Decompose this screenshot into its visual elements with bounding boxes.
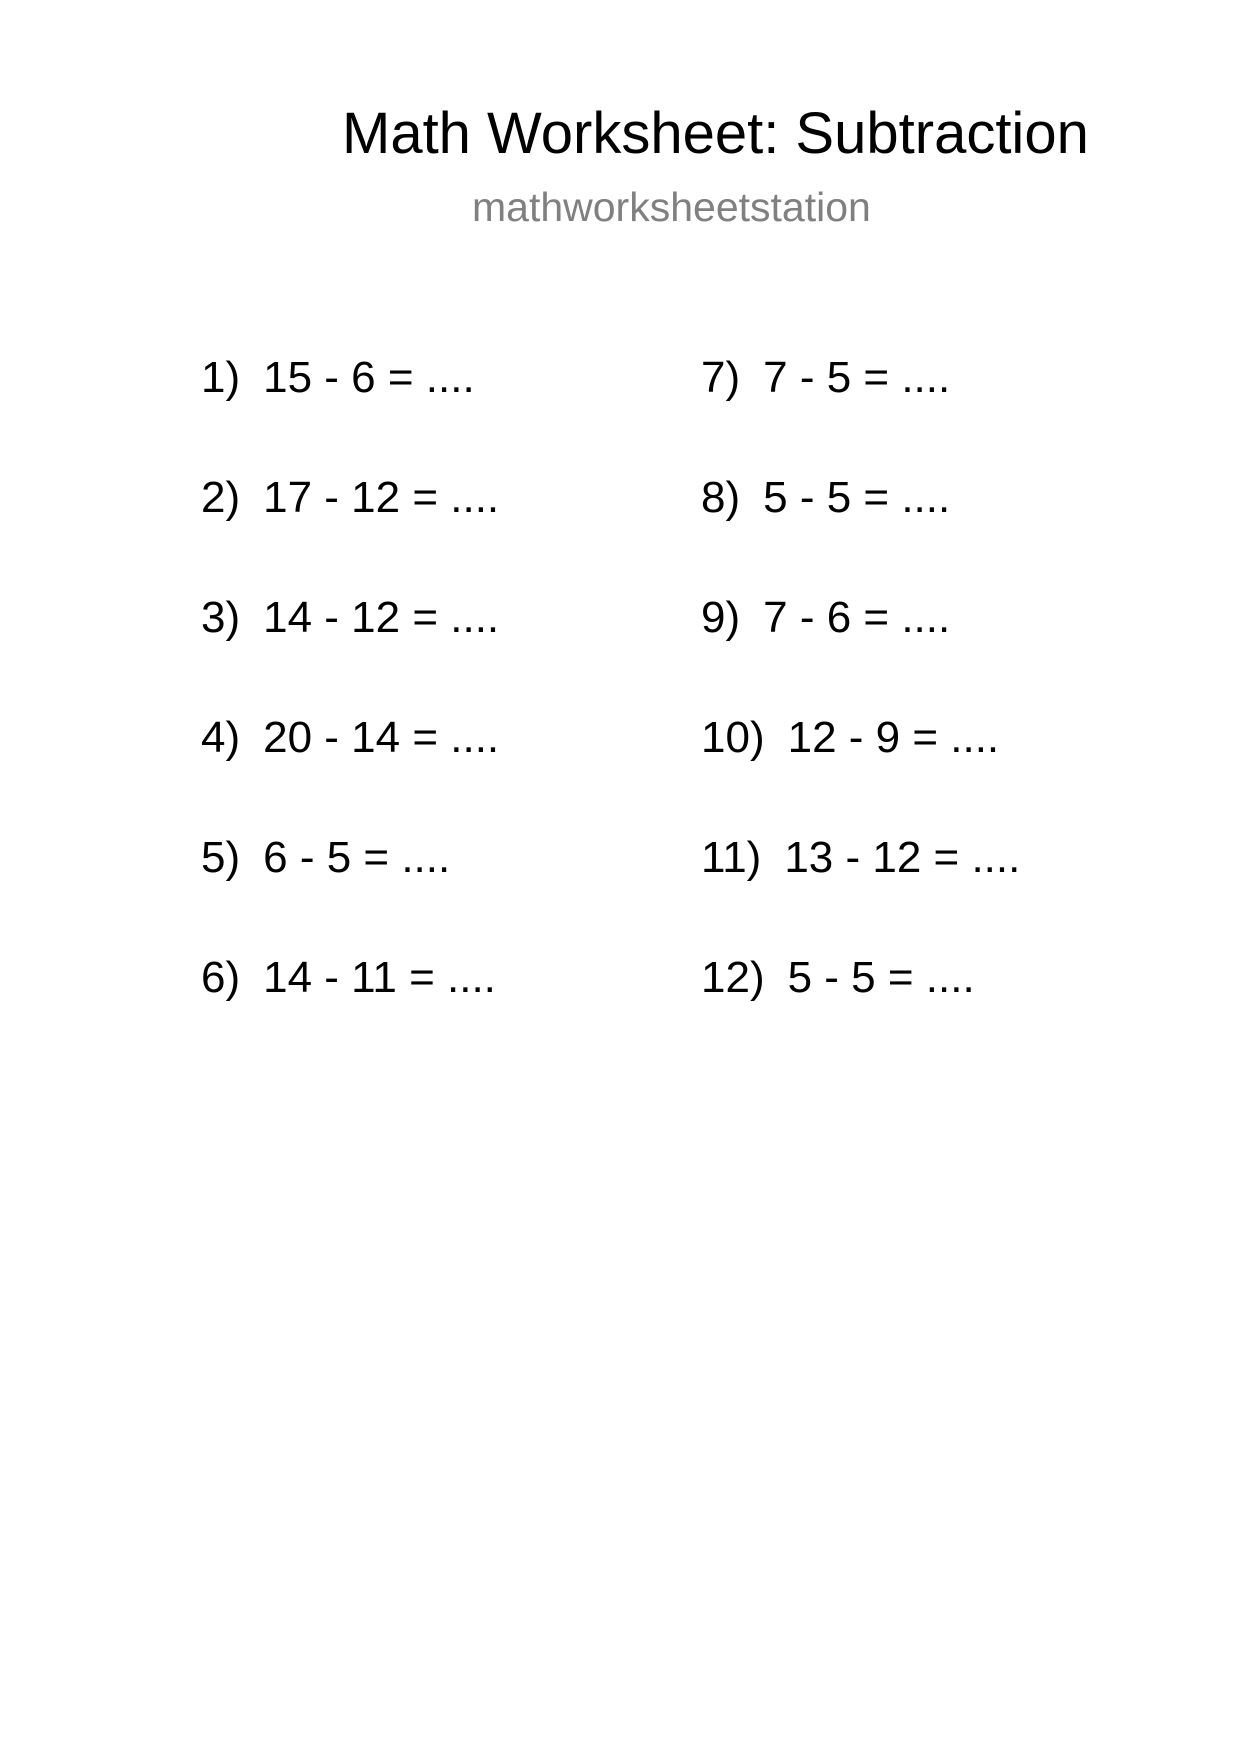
problem-number: 10) xyxy=(701,713,765,762)
problem-expression: 6 - 5 = .... xyxy=(263,833,451,882)
problem-11 xyxy=(701,832,1020,884)
problem-4 xyxy=(201,712,499,764)
problem-2 xyxy=(201,472,499,524)
problem-expression: 15 - 6 = .... xyxy=(263,353,475,402)
page-title-container xyxy=(342,98,1122,170)
page-title: Math Worksheet: Subtraction xyxy=(342,101,1089,166)
problem-number: 3) xyxy=(201,593,241,642)
problem-expression: 14 - 11 = .... xyxy=(263,953,496,1002)
problem-expression: 7 - 5 = .... xyxy=(763,353,951,402)
problem-number: 9) xyxy=(701,593,741,642)
problem-number: 12) xyxy=(701,953,765,1002)
problem-expression: 12 - 9 = .... xyxy=(787,713,1000,762)
problem-5 xyxy=(201,832,450,884)
problem-expression: 14 - 12 = .... xyxy=(263,593,500,642)
problem-number: 7) xyxy=(701,353,741,402)
problem-expression: 17 - 12 = .... xyxy=(263,473,500,522)
problem-expression: 5 - 5 = .... xyxy=(763,473,951,522)
problem-number: 1) xyxy=(201,353,241,402)
problem-3 xyxy=(201,592,499,644)
problem-number: 6) xyxy=(201,953,241,1002)
problem-8 xyxy=(701,472,950,524)
problem-1 xyxy=(201,352,475,404)
problem-expression: 7 - 6 = .... xyxy=(763,593,951,642)
problem-expression: 20 - 14 = .... xyxy=(263,713,500,762)
problem-9 xyxy=(701,592,950,644)
problem-expression: 13 - 12 = .... xyxy=(784,833,1021,882)
problem-number: 2) xyxy=(201,473,241,522)
problem-6 xyxy=(201,952,496,1004)
problem-number: 8) xyxy=(701,473,741,522)
problem-number: 4) xyxy=(201,713,241,762)
problem-number: 5) xyxy=(201,833,241,882)
problem-number: 11) xyxy=(701,833,762,882)
problem-expression: 5 - 5 = .... xyxy=(787,953,975,1002)
problem-12 xyxy=(701,952,975,1004)
problem-7 xyxy=(701,352,950,404)
problem-10 xyxy=(701,712,999,764)
page-subtitle: mathworksheetstation xyxy=(472,184,871,230)
